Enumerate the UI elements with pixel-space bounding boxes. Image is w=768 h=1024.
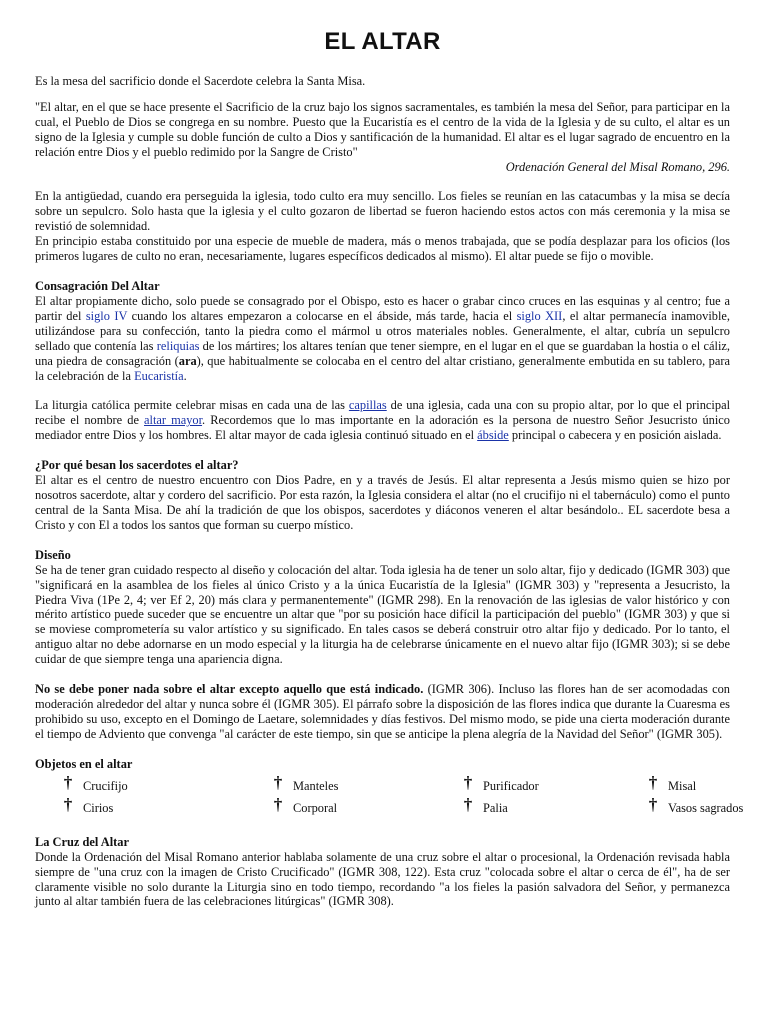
cross-icon: † bbox=[273, 772, 283, 792]
text-run: ), que habitualmente se colocaba en el centro del altar cristiano, generalmente embutida en su tablero, para la celebración de la bbox=[35, 353, 730, 383]
nada-bold-text: No se debe poner nada sobre el altar excepto aquello que está indicado. bbox=[35, 682, 424, 697]
consagracion-heading: Consagración Del Altar bbox=[35, 278, 160, 293]
diseno-heading: Diseño bbox=[35, 547, 71, 562]
list-item bbox=[271, 772, 461, 798]
consagracion-section bbox=[35, 279, 730, 383]
list-item bbox=[646, 794, 768, 820]
consagracion-paragraph bbox=[35, 294, 730, 383]
link-capillas[interactable]: capillas bbox=[348, 398, 387, 413]
text-run: de una iglesia, cada una con su propio altar, por lo que el principal recibe el nombre de bbox=[35, 398, 731, 428]
cross-icon: † bbox=[63, 794, 73, 814]
text-run: . Recordemos que lo mas importante en la adoración es la persona de nuestro Señor Jesucristo único mediador entre Dios y los hombres. El altar mayor de cada iglesia continuó situado en el bbox=[35, 413, 731, 443]
list-item bbox=[646, 772, 768, 798]
list-item bbox=[461, 794, 646, 820]
list-item bbox=[61, 794, 271, 820]
history-paragraph-1: En la antigüedad, cuando era perseguida la iglesia, todo culto era muy sencillo. Los fieles se reunían en las catacumbas y la misa se decía sobre un sepulcro. Solo hasta que la iglesia y el culto gozaron de libertad se fueron haciendo estos actos con más ceremonia y la misa se revistió de solemnidad. bbox=[35, 189, 730, 234]
text-run: El altar propiamente dicho, solo puede se consagrado por el Obispo, esto es hacer o grabar cinco cruces en las esquinas y al centro; fue a partir del bbox=[35, 293, 730, 323]
text-run: de los mártires; los altares tenían que tener siempre, en el lugar en el que se guardaban la hostia o el cáliz, una piedra de consagración ( bbox=[35, 338, 730, 368]
text-run: La liturgia católica permite celebrar misas en cada una de las bbox=[35, 398, 349, 413]
link-siglo-xii[interactable]: siglo XII bbox=[516, 308, 563, 323]
link-abside[interactable]: ábside bbox=[477, 428, 509, 443]
objetos-heading: Objetos en el altar bbox=[35, 756, 133, 771]
objetos-section bbox=[35, 756, 744, 820]
diseno-paragraph: Se ha de tener gran cuidado respecto al diseño y colocación del altar. Toda iglesia ha de tener un solo altar, fijo y dedicado (IGMR 303) que "significará en la asamblea de los fieles al único Cristo y a la única Eucaristía de la Iglesia" (IGMR 303) y "representa a Jesucristo, la Piedra Viva (1Pe 2, 4; ver Ef 2, 20) más clara y permanentemente" (IGMR 298). En la renovación de las iglesias de valor histórico y con mérito artístico puede suceder que se encuentre un altar que "por su posición hace difícil la participación del pueblo" (IGMR 303) y que si se moviese comprometería su valor artístico y su significado. En tales casos se deberá construir otro altar fijo y dedicado. Por lo tanto, el antiguo altar no debe adornarse en un modo especial y la liturgia ha de celebrarse únicamente en el nuevo altar fijo (IGMR 303); si se debe cuidar de que siempre tenga una apariencia digna. bbox=[35, 562, 730, 667]
list-item bbox=[461, 772, 646, 798]
besan-heading: ¿Por qué besan los sacerdotes el altar? bbox=[35, 458, 239, 473]
object-label: Misal bbox=[668, 779, 697, 794]
object-label: Vasos sagrados bbox=[668, 801, 744, 816]
link-altar-mayor[interactable]: altar mayor bbox=[144, 413, 203, 428]
link-eucaristia[interactable]: Eucaristía bbox=[134, 368, 184, 383]
cross-icon: † bbox=[648, 794, 658, 814]
quote-citation: Ordenación General del Misal Romano, 296. bbox=[505, 159, 730, 174]
nada-paragraph bbox=[35, 682, 730, 742]
ara-term: ara bbox=[178, 353, 197, 368]
text-run: . bbox=[183, 368, 187, 383]
cruz-heading: La Cruz del Altar bbox=[35, 834, 129, 849]
object-label: Crucifijo bbox=[83, 779, 128, 794]
list-item bbox=[271, 794, 461, 820]
link-siglo-iv[interactable]: siglo IV bbox=[85, 308, 128, 323]
text-run: (IGMR 306). Incluso las flores han de ser acomodadas con moderación alrededor del altar y nunca sobre él (IGMR 305). El párrafo sobre la disposición de las flores indica que durante la Cuaresma es prohibido su uso, excepto en el Domingo de Laetare, solemnidades y días festivos. Del mismo modo, se pide una cierta moderación durante el tiempo de Adviento que convenga "al carácter de este tiempo, sin que se anticipe la plena alegría de la Navidad del Señor" (IGMR 305). bbox=[35, 682, 730, 741]
object-label: Cirios bbox=[83, 801, 114, 816]
cross-icon: † bbox=[273, 794, 283, 814]
besan-paragraph: El altar es el centro de nuestro encuentro con Dios Padre, en y a través de Jesús. El altar representa a Jesús mismo quien se hizo por nosotros sacerdote, altar y cordero del sacrificio. Por esta razón, la Iglesia considera el altar (no el crucifijo ni el tabernáculo) como el punto central de la Santa Misa. De ahí la tradición de que los obispos, sacerdotes y diáconos veneren el altar besándolo.. EL sacerdote besa a Cristo y con El a todos los santos que forman su cuerpo místico. bbox=[35, 473, 730, 532]
object-label: Corporal bbox=[293, 801, 338, 816]
object-label: Purificador bbox=[483, 779, 539, 794]
cruz-section bbox=[35, 835, 730, 910]
link-reliquias[interactable]: reliquias bbox=[156, 338, 200, 353]
text-run: cuando los altares empezaron a colocarse en el ábside, más tarde, hacia el bbox=[127, 308, 517, 323]
cross-icon: † bbox=[463, 794, 473, 814]
cross-icon: † bbox=[63, 772, 73, 792]
cross-icon: † bbox=[648, 772, 658, 792]
page-title: EL ALTAR bbox=[324, 28, 441, 55]
list-item bbox=[61, 772, 271, 798]
diseno-section bbox=[35, 548, 730, 667]
text-run: , el altar permanecía inamovible, utilizándose para su confección, tanto la piedra como el mármol u otros materiales nobles. Generalmente, el altar, cubría un sepulcro sellado que contenía las bbox=[35, 308, 731, 353]
object-label: Palia bbox=[483, 801, 508, 816]
liturgia-paragraph bbox=[35, 398, 730, 443]
objetos-list bbox=[61, 772, 744, 820]
history-paragraph-2: En principio estaba constituido por una especie de mueble de madera, más o menos trabajada, que se podía desplazar para los oficios (los primeros lugares de culto no eran, necesariamente, lugares específicos dedicados al mismo). El altar puede se fijo o movible. bbox=[35, 234, 730, 264]
cruz-paragraph: Donde la Ordenación del Misal Romano anterior hablaba solamente de una cruz sobre el altar o procesional, la Ordenación revisada habla siempre de "una cruz con la imagen de Cristo Crucificado" (IGMR 308, 122). Esta cruz "colocada sobre el altar o cerca de él", ha de ser claramente visible no solo durante la Liturgia sino en todo tiempo, recordando "a los fieles la pasión salvadora del Señor, y permanezca junto al altar también fuera de las celebraciones litúrgicas" (IGMR 308). bbox=[35, 849, 730, 909]
besan-section bbox=[35, 458, 730, 533]
object-label: Manteles bbox=[293, 779, 339, 794]
text-run: principal o cabecera y en posición aislada. bbox=[508, 428, 722, 443]
cross-icon: † bbox=[463, 772, 473, 792]
intro-paragraph: Es la mesa del sacrificio donde el Sacerdote celebra la Santa Misa. bbox=[35, 74, 366, 88]
quote-paragraph: "El altar, en el que se hace presente el Sacrificio de la cruz bajo los signos sacramentales, es también la mesa del Señor, para participar en la cual, el Pueblo de Dios se congrega en su nombre. Puesto que la Eucaristía es el centro de la vida de la Iglesia y de su culto, el altar es un signo de la Iglesia y cumple su doble función de culto a Dios y santificación de la humanidad. El altar es el lugar sagrado de encuentro en la relación entre Dios y el pueblo redimido por la Sangre de Cristo" bbox=[35, 99, 730, 159]
